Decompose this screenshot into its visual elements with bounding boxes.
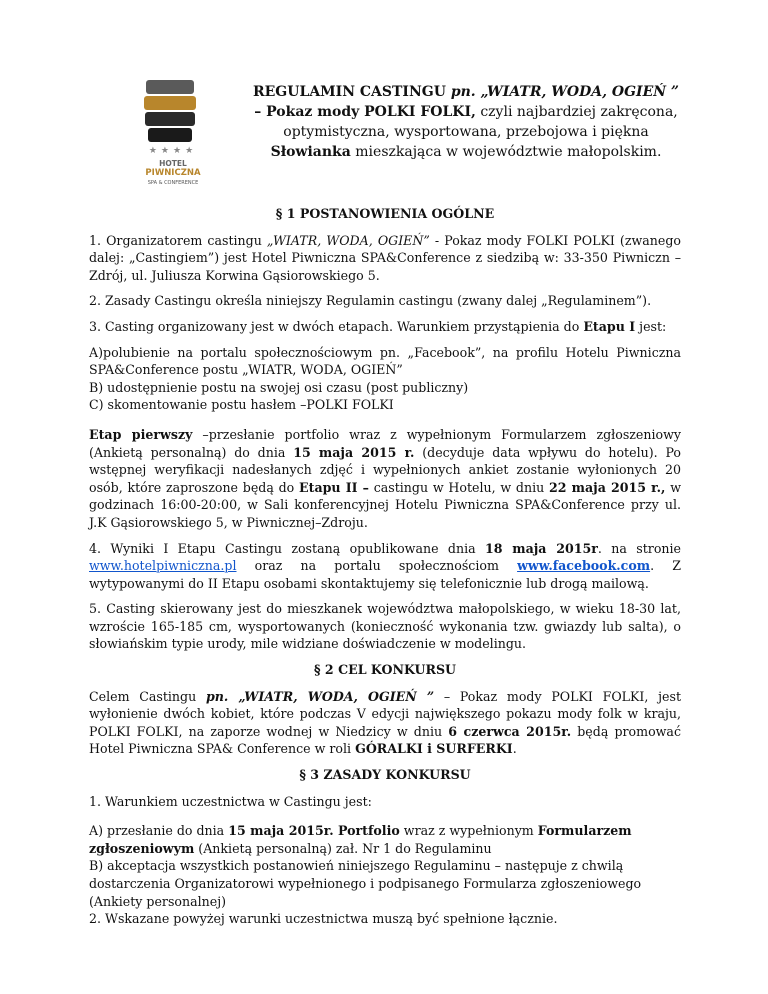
s1-paragraph-2: 2. Zasady Castingu określa niniejszy Regulamin castingu (zwany dalej „Regulaminem”). xyxy=(89,293,652,309)
section-2-heading: § 2 CEL KONKURSU xyxy=(313,662,457,678)
s3-paragraph-1: 1. Warunkiem uczestnictwa w Castingu jest: xyxy=(89,793,372,809)
logo-name-text: PIWNICZNA xyxy=(145,168,201,178)
document-body xyxy=(89,205,681,936)
section-3-heading: § 3 ZASADY KONKURSU xyxy=(299,767,471,783)
hotel-logo xyxy=(138,80,208,192)
s1-paragraph-5: 5. Casting skierowany jest do mieszkanek województwa małopolskiego, w wieku 18-30 lat, wzroście 165-185 cm, wysportowanych (konieczność wykonania tzw. gwiazdy lub salta), o słowiańskim typie urody, mile widziane doświadczenie w modelingu. xyxy=(89,601,681,652)
s1-list-item-a: A)polubienie na portalu społecznościowym pn. „Facebook”, na profilu Hotelu Piwniczna SPA&Conference postu „WIATR, WODA, OGIEŃ” xyxy=(89,344,681,378)
logo-hotel-text: HOTEL xyxy=(159,159,187,168)
logo-sub-text: SPA & CONFERENCE xyxy=(147,180,199,186)
hotel-website-link[interactable]: www.hotelpiwniczna.pl xyxy=(89,558,237,574)
logo-stars: ★★★★ xyxy=(148,146,198,156)
s3-list-item-b: B) akceptacja wszystkich postanowień niniejszego Regulaminu – następuje z chwilą dostarczenia Organizatorowi wypełnionego i podpisanego Formularza zgłoszeniowego (Ankiety personalnej) xyxy=(89,858,642,909)
section-1-heading: § 1 POSTANOWIENIA OGÓLNE xyxy=(275,206,495,221)
s3-paragraph-2: 2. Wskazane powyżej warunki uczestnictwa muszą być spełnione łącznie. xyxy=(89,911,558,927)
s3-list-item-a: A) przesłanie do dnia 15 maja 2015r. Portfolio wraz z wypełnionym Formularzem zgłoszeniowym (Ankietą personalną) zał. Nr 1 do Regulaminu xyxy=(89,823,632,856)
s1-paragraph-1: 1. Organizatorem castingu „WIATR, WODA, OGIEŃ” - Pokaz mody FOLKI POLKI (zwanego dalej: „Castingiem”) jest Hotel Piwniczna SPA&Conference z siedzibą w: 33-350 Piwniczn –Zdrój, ul. Juliusza Korwina Gąsiorowskiego 5. xyxy=(89,232,681,283)
facebook-link[interactable]: www.facebook.com xyxy=(517,558,651,574)
logo-graphic xyxy=(138,80,208,142)
document-title: REGULAMIN CASTINGU pn. „WIATR, WODA, OGIEŃ ” – Pokaz mody POLKI FOLKI, czyli najbardziej zakręcona, optymistyczna, wysportowana, przebojowa i piękna Słowianka mieszkająca w województwie małopolskim. xyxy=(253,84,679,160)
s1-list-item-c: C) skomentowanie postu hasłem –POLKI FOLKI xyxy=(89,397,394,413)
s1-list-item-b: B) udostępnienie postu na swojej osi czasu (post publiczny) xyxy=(89,379,469,395)
s2-paragraph: Celem Castingu pn. „WIATR, WODA, OGIEŃ ” – Pokaz mody POLKI FOLKI, jest wyłonienie dwóch kobiet, które podczas V edycji największego pokazu mody folk w kraju, POLKI FOLKI, na zaporze wodnej w Niedzicy w dniu 6 czerwca 2015r. będą promować Hotel Piwniczna SPA& Conference w roli GÓRALKI i SURFERKI. xyxy=(89,688,682,757)
s1-paragraph-3: 3. Casting organizowany jest w dwóch etapach. Warunkiem przystąpienia do Etapu I jest: xyxy=(89,318,667,334)
s1-paragraph-4: 4. Wyniki I Etapu Castingu zostaną opublikowane dnia 18 maja 2015r. na stronie www.hotelpiwniczna.pl oraz na portalu społecznościom www.facebook.com. Z wytypowanymi do II Etapu osobami skontaktujemy się telefonicznie lub drogą mailową. xyxy=(89,540,681,591)
s1-stage-one-paragraph: Etap pierwszy –przesłanie portfolio wraz z wypełnionym Formularzem zgłoszeniowy (Ankietą personalną) do dnia 15 maja 2015 r. (decyduje data wpływu do hotelu). Po wstępnej weryfikacji nadesłanych zdjęć i wypełnionych ankiet zostanie wyłonionych 20 osób, które zaproszone będą do Etapu II – castingu w Hotelu, w dniu 22 maja 2015 r., w godzinach 16:00-20:00, w Sali konferencyjnej Hotelu Piwniczna SPA&Conference przy ul. J.K Gąsiorowskiego 5, w Piwnicznej–Zdroju. xyxy=(89,426,681,530)
